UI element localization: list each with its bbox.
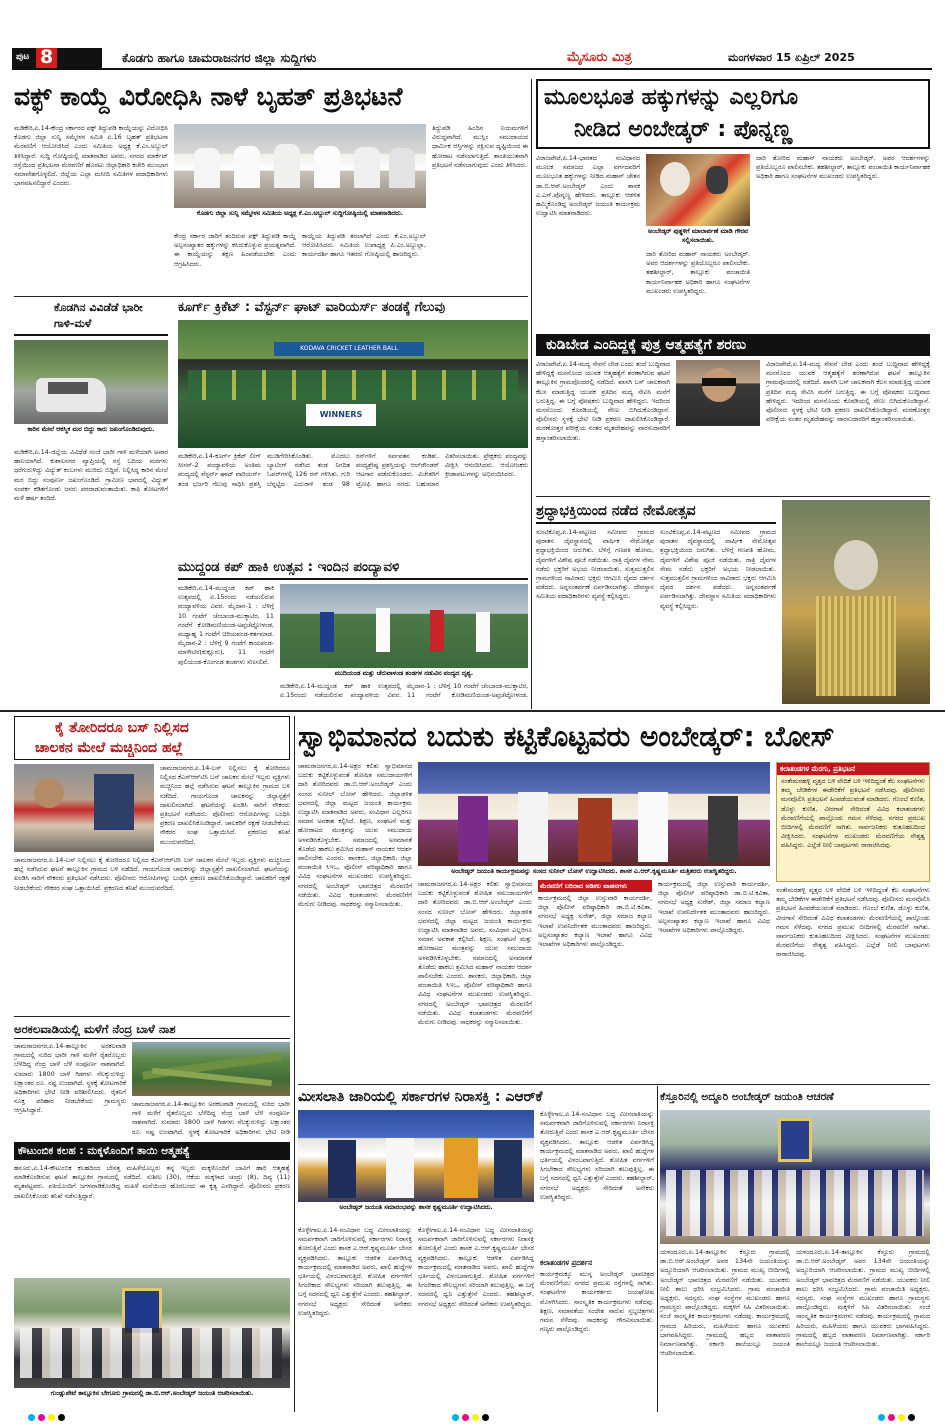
print-dot-yellow (472, 1414, 479, 1421)
photo-ark-inauguration (298, 1110, 534, 1202)
body-bose-col2: ಚಾಮರಾಜನಗರ,ಏ.14-ಅಕ್ಷರ ಕಲಿತು ಸ್ವಾಭಿಮಾನದ ಬದುಕು ಕಟ್ಟಿಕೊಳ್ಳುವಂತೆ ಶೋಷಿತ ಸಮುದಾಯಗಳಿಗೆ ದಾರಿ ತೋರಿದವರು ಡಾ.ಬಿ.ಆರ್.ಅಂಬೇಡ್ಕರ್ ಎಂದು ಸಂಸದ ಸುನೀಲ್ ಬೋಸ್ ಹೇಳಿದರು. ಜಿಲ್ಲಾಡಳಿತ ಭವನದಲ್ಲಿ ಜಿಲ್ಲಾ ಮಟ್ಟದ ಜಯಂತಿ ಕಾರ್ಯಕ್ರಮ ಉದ್ಘಾಟಿಸಿ ಮಾತನಾಡಿದ ಅವರು, ಸಂವಿಧಾನ ಎಲ್ಲರಿಗೂ ಸಮಾನ ಅವಕಾಶ ಕಲ್ಪಿಸಿದೆ. ಶಿಕ್ಷಣ, ಸಂಘಟನೆ ಮತ್ತು ಹೋರಾಟದ ಮಂತ್ರವನ್ನು ಯುವ ಸಮುದಾಯ ಅಳವಡಿಸಿಕೊಳ್ಳಬೇಕು. ಸಮಾಜದಲ್ಲಿ ಅಸಮಾನತೆ ತೊಡೆದು ಹಾಕಲು ಶ್ರಮಿಸಿದ ಮಹಾನ್ ನಾಯಕರ ಆದರ್ಶ ಪಾಲಿಸಬೇಕು ಎಂದರು. ಶಾಸಕರು, ಜಿಲ್ಲಾಧಿಕಾರಿ, ಜಿಲ್ಲಾ ಪಂಚಾಯಿತಿ ಸಿಇಒ, ಪೊಲೀಸ್ ವರಿಷ್ಠಾಧಿಕಾರಿ ಹಾಗೂ ವಿವಿಧ ಸಂಘಟನೆಗಳ ಮುಖಂಡರು ಉಪಸ್ಥಿತರಿದ್ದರು. ನಗರದಲ್ಲಿ ಅಂಬೇಡ್ಕರ್ ಭಾವಚಿತ್ರದ ಮೆರವಣಿಗೆ ನಡೆಯಿತು. ವಿವಿಧ ಕಲಾತಂಡಗಳು ಮೆರವಣಿಗೆಗೆ ಮೆರುಗು ನೀಡಿದವು. ಸಾಧಕರನ್ನು ಸನ್ಮಾನಿಸಲಾಯಿತು. (418, 880, 532, 1027)
headline-bus-driver-line1: ಕೈ ತೋರಿದರೂ ಬಸ್ ನಿಲ್ಲಿಸದ (55, 720, 189, 736)
body-protest-continued: ಸಂತೇಮರಹಳ್ಳಿ ವೃತ್ತದ ಬಳಿ ವೇದಿಕೆ ಬಳಿ ಇಳಿದಿದ್ದಂತೆ ಕೆಲ ಸಂಘಟನೆಗಳು ತಮ್ಮ ಬೇಡಿಕೆಗಳ ಈಡೇರಿಕೆಗೆ ಪ್ರತಿಭಟನೆ ನಡೆಸಿದವು. ಪೊಲೀಸರು ಮನವೊಲಿಸಿ ಪ್ರತಿಭಟನೆ ಹಿಂಪಡೆಯುವಂತೆ ಮಾಡಿದರು. ಗೊಂಬೆ ಕುಣಿತ, ಡೊಳ್ಳು ಕುಣಿತ, ವೀರಗಾಸೆ ಸೇರಿದಂತೆ ವಿವಿಧ ಕಲಾತಂಡಗಳು ಮೆರವಣಿಗೆಯಲ್ಲಿ ಪಾಲ್ಗೊಂಡು ಗಮನ ಸೆಳೆದವು. ನಗರದ ಪ್ರಮುಖ ಬೀದಿಗಳಲ್ಲಿ ಮೆರವಣಿಗೆ ಸಾಗಿತು. ಸಾರ್ವಜನಿಕರು ಕುತೂಹಲದಿಂದ ವೀಕ್ಷಿಸಿದರು. ಸಂಘಟನೆಗಳ ಮುಖಂಡರು ಮೆರವಣಿಗೆಯ ನೇತೃತ್ವ ವಹಿಸಿದ್ದರು. ಎಲ್ಲೆಡೆ ನೀಲಿ ಬಾವುಟಗಳು ರಾರಾಜಿಸಿದವು. (776, 886, 930, 959)
box-cultural-title: ಕಲಾತಂಡಗಳ ಮೆರಗು, ಪ್ರತಿಭಟನೆ (780, 765, 856, 773)
winners-board: WINNERS (306, 404, 376, 426)
body-waqf-col4: ತಿದ್ದುಪಡಿ ಹಿಂದಿನ ನಿಯಮಗಳಿಗೆ ವಿರುದ್ಧವಾಗಿದೆ. ಮುಸ್ಲಿಂ ಸಮುದಾಯದ ಧಾರ್ಮಿಕ ಆಸ್ತಿಗಳನ್ನು ರಕ್ಷಿಸುವ ದೃಷ್ಟಿಯಿಂದ ಈ ಹೋರಾಟ ನಡೆಸಲಾಗುತ್ತಿದೆ. ಶಾಂತಿಯುತವಾಗಿ ಪ್ರತಿಭಟನೆ ನಡೆಸಲಾಗುವುದು ಎಂದು ತಿಳಿಸಿದರು. (432, 124, 528, 169)
body-nemotsava-1: ಸುಂಟಿಕೊಪ್ಪ,ಏ.14-ಪಟ್ಟಣದ ಸಮೀಪದ ಗ್ರಾಮದ ಪುರಾತನ ದೈವಸ್ಥಾನದಲ್ಲಿ ವಾರ್ಷಿಕ ನೇಮೋತ್ಸವ ಶ್ರದ್ಧಾಭಕ್ತಿಯಿಂದ ಜರುಗಿತು. ಬೆಳಿಗ್ಗೆ ಗಣಪತಿ ಹೋಮ, ದೈವಗಳಿಗೆ ವಿಶೇಷ ಪೂಜೆ ನಡೆಯಿತು. ರಾತ್ರಿ ದೈವಗಳ ನೇಮ ನಡೆದು ಭಕ್ತರಿಗೆ ಅಭಯ ನೀಡಲಾಯಿತು. ಸುತ್ತಮುತ್ತಲಿನ ಗ್ರಾಮಗಳಿಂದ ಸಾವಿರಾರು ಭಕ್ತರು ಆಗಮಿಸಿ ದೈವದ ದರ್ಶನ ಪಡೆದರು. ಅನ್ನಸಂತರ್ಪಣೆ ಏರ್ಪಡಿಸಲಾಗಿತ್ತು. ದೇವಸ್ಥಾನ ಸಮಿತಿಯ ಪದಾಧಿಕಾರಿಗಳು ವ್ಯವಸ್ಥೆ ಕಲ್ಪಿಸಿದ್ದರು. (536, 528, 654, 601)
body-family-suicide: ಹನೂರು,ಏ.14-ಕೌಟುಂಬಿಕ ಕಲಹದಿಂದ ಬೇಸತ್ತ ಮಹಿಳೆಯೊಬ್ಬರು ತನ್ನ ಇಬ್ಬರು ಮಕ್ಕಳೊಂದಿಗೆ ಬಾವಿಗೆ ಹಾರಿ ಆತ್ಮಹತ್ಯೆ ಮಾಡಿಕೊಂಡಿರುವ ಘಟನೆ ತಾಲ್ಲೂಕಿನ ಗ್ರಾಮದಲ್ಲಿ ನಡೆದಿದೆ. ಸುಶೀಲ (30), ಆಕೆಯ ಮಕ್ಕಳಾದ ಚಂದ್ರು (8), ದಿವ್ಯ (11) ಮೃತಪಟ್ಟವರು. ಪತಿಯೊಂದಿಗೆ ಜಗಳವಾಡಿಕೊಂಡಿದ್ದ ಮಹಿಳೆ ಮನೆಯಿಂದ ಹೊರಬಂದು ಈ ಕೃತ್ಯ ಎಸಗಿದ್ದಾರೆ. ಪೊಲೀಸರು ಪ್ರಕರಣ ದಾಖಲಿಸಿಕೊಂಡು ತನಿಖೆ ನಡೆಸುತ್ತಿದ್ದಾರೆ. (14, 1164, 290, 1200)
divider (14, 296, 528, 297)
divider (298, 1084, 930, 1085)
photo-hockey-match (280, 584, 528, 668)
print-dot-cyan (878, 1414, 885, 1421)
photo-banana-plantation (132, 1042, 290, 1096)
photo-bose-lamp-lighting (418, 762, 770, 866)
print-dot-cyan (28, 1414, 35, 1421)
print-dot-black (58, 1414, 65, 1421)
body-bose-col4: ಕಾರ್ಯಕ್ರಮದಲ್ಲಿ ಜಿಲ್ಲಾ ಉಸ್ತುವಾರಿ ಕಾರ್ಯದರ್ಶಿ, ಜಿಲ್ಲಾ ಪೊಲೀಸ್ ವರಿಷ್ಠಾಧಿಕಾರಿ ಡಾ.ಬಿ.ಟಿ.ಕವಿತಾ, ನಗರಸಭೆ ಅಧ್ಯಕ್ಷ ಸುರೇಶ್, ಜಿಲ್ಲಾ ಸಮಾಜ ಕಲ್ಯಾಣ ಇಲಾಖೆ ಉಪನಿರ್ದೇಶಕ ಮುಂತಾದವರು ಹಾಜರಿದ್ದರು. ಅಲ್ಪಸಂಖ್ಯಾತರ ಕಲ್ಯಾಣ ಇಲಾಖೆ ಹಾಗೂ ವಿವಿಧ ಇಲಾಖೆಗಳ ಅಧಿಕಾರಿಗಳು ಪಾಲ್ಗೊಂಡಿದ್ದರು. (658, 880, 770, 935)
body-hockey: ಮಡಿಕೇರಿ,ಏ.14-ಮುದ್ದಂಡ ಕಪ್ ಹಾಕಿ ಉತ್ಸವದಲ್ಲಿ ಏ.15ರಂದು ನಡೆಯಲಿರುವ ಪಂದ್ಯಾವಳಿಯ ವಿವರ. ಮೈದಾನ-1 : ಬೆಳಿಗ್ಗೆ 10 ಗಂಟೆಗೆ ಚೆಂಬಾಂಡ-ಮುಕ್ಕಾಟಿರ, 11 ಗಂಟೆಗೆ ಕೋಡಿಮಣಿಯಂಡ-ಅಪ್ಪಚೆಟ್ಟೋಳಂಡ, ಮಧ್ಯಾಹ್ನ 1 ಗಂಟೆಗೆ ಚಿರಿಯಪಂಡ-ಕರ್ತಮಾಡ. ಮೈದಾನ-2 : ಬೆಳಿಗ್ಗೆ 9 ಗಂಟೆಗೆ ಕಾಯಪಂಡ-ಮಾಳೇಟಿರ(ಕುಕ್ಲೂರು), 11 ಗಂಟೆಗೆ ಪುಲಿಯಂಡ-ಕೊಂಗಂಡ ತಂಡಗಳು ಸೆಣಸಲಿವೆ. (178, 584, 274, 666)
body-ponnanna-2: ದಾರಿ ತೋರಿದ ಮಹಾನ್ ನಾಯಕರು ಅಂಬೇಡ್ಕರ್. ಅವರ ಆದರ್ಶಗಳನ್ನು ಪ್ರತಿಯೊಬ್ಬರೂ ಪಾಲಿಸಬೇಕು. ತಹಶೀಲ್ದಾರ್, ತಾಲ್ಲೂಕು ಪಂಚಾಯಿತಿ ಕಾರ್ಯನಿರ್ವಾಹಕ ಅಧಿಕಾರಿ ಹಾಗೂ ಸಂಘಟನೆಗಳ ಮುಖಂಡರು ಉಪಸ್ಥಿತರಿದ್ದರು. (646, 250, 750, 295)
headline-rain: ಕೊಡಗಿನ ವಿವಿಡೆಡೆ ಭಾರೀ ಗಾಳಿ-ಮಳೆ (54, 301, 143, 330)
box-cultural-protest (776, 762, 930, 882)
column-divider (657, 1086, 658, 1412)
masthead-logo: ಮೈಸೂರು ಮಿತ್ರ (567, 50, 632, 65)
photo-cricket-winners (178, 320, 528, 448)
subhead-cultural-performance: ಕಲಾತಂಡಗಳ ಪ್ರದರ್ಶನ (540, 1259, 593, 1267)
headline-hockey-cup: ಮುದ್ದಂಡ ಕಪ್ ಹಾಕಿ ಉತ್ಸವ : ಇಂದಿನ ಪಂದ್ಯಾವಳಿ (178, 556, 528, 580)
body-ponnanna-3: ದಾರಿ ತೋರಿದ ಮಹಾನ್ ನಾಯಕರು ಅಂಬೇಡ್ಕರ್. ಅವರ ಆದರ್ಶಗಳನ್ನು ಪ್ರತಿಯೊಬ್ಬರೂ ಪಾಲಿಸಬೇಕು. ತಹಶೀಲ್ದಾರ್, ತಾಲ್ಲೂಕು ಪಂಚಾಯಿತಿ ಕಾರ್ಯನಿರ್ವಾಹಕ ಅಧಿಕಾರಿ ಹಾಗೂ ಸಂಘಟನೆಗಳ ಮುಖಂಡರು ಉಪಸ್ಥಿತರಿದ್ದರು. (756, 154, 930, 181)
headline-box-rain (14, 300, 168, 336)
photo-injured-driver (14, 764, 154, 852)
headline-banana-loss: ಅರಕಲವಾಡಿಯಲ್ಲಿ ಮಳೆಗೆ ನೆಂದ್ರ ಬಾಳೆ ನಾಶ (14, 1020, 290, 1039)
photo-car-tree-fall (14, 340, 168, 424)
photo-theyyam-dancer (782, 500, 930, 704)
body-rain: ಮಡಿಕೇರಿ,ಏ.14-ಜಿಲ್ಲೆಯ ವಿವಿಧೆಡೆ ಸಂಜೆ ಭಾರೀ ಗಾಳಿ ಮಳೆಯಾಗಿ ಅಪಾರ ಹಾನಿಯಾಗಿದೆ. ಕುಶಾಲನಗರ ವ್ಯಾಪ್ತಿಯಲ್ಲಿ ರಸ್ತೆ ಬದಿಯ ಮರಗಳು ಧರೆಗುರುಳಿದ್ದು ವಿದ್ಯುತ್ ಕಂಬಗಳು ಮುರಿದು ಬಿದ್ದಿವೆ. ನಿಲ್ಲಿಸಿದ್ದ ಕಾರಿನ ಮೇಲೆ ಮರ ಬಿದ್ದು ಸಂಪೂರ್ಣ ಜಖಂಗೊಂಡಿದೆ. ಗ್ರಾಮೀಣ ಭಾಗದಲ್ಲಿ ವಿದ್ಯುತ್ ಸಂಪರ್ಕ ಕಡಿತಗೊಂಡು ಜನರು ಪರದಾಡುವಂತಾಯಿತು. ಕಾಫಿ ತೋಟಗಳಿಗೆ ಮಳೆ ಹರ್ಷ ತಂದಿದೆ. (14, 448, 168, 503)
print-dot-yellow (898, 1414, 905, 1421)
box-rally-vehicles (538, 880, 652, 892)
print-dot-black (908, 1414, 915, 1421)
body-banana-1: ಚಾಮರಾಜನಗರ,ಏ.14-ತಾಲ್ಲೂಕಿನ ಅರಕಲವಾಡಿ ಗ್ರಾಮದಲ್ಲಿ ಸುರಿದ ಭಾರೀ ಗಾಳಿ ಮಳೆಗೆ ರೈತರೊಬ್ಬರು ಬೆಳೆದಿದ್ದ ನೆಂದ್ರ ಬಾಳೆ ಬೆಳೆ ಸಂಪೂರ್ಣ ನಾಶವಾಗಿದೆ. ಸುಮಾರು 1800 ಬಾಳೆ ಗಿಡಗಳು ನೆಲಕ್ಕುರುಳಿದ್ದು ಲಕ್ಷಾಂತರ ರೂ. ನಷ್ಟ ಉಂಟಾಗಿದೆ. ಸ್ಥಳಕ್ಕೆ ತೋಟಗಾರಿಕೆ ಅಧಿಕಾರಿಗಳು ಭೇಟಿ ನೀಡಿ ಪರಿಶೀಲಿಸಿದರು. ರೈತನಿಗೆ ಸೂಕ್ತ ಪರಿಹಾರ ನೀಡಬೇಕೆಂದು ಗ್ರಾಮಸ್ಥರು ಆಗ್ರಹಿಸಿದ್ದಾರೆ. (14, 1042, 126, 1115)
body-bus-driver-2: ಚಾಮರಾಜನಗರ,ಏ.14-ಬಸ್ ನಿಲ್ಲಿಸಲು ಕೈ ತೋರಿದರೂ ನಿಲ್ಲಿಸದ ಕೆಎಸ್ಆರ್‌ಟಿಸಿ ಬಸ್ ಚಾಲಕನ ಮೇಲೆ ಇಬ್ಬರು ವ್ಯಕ್ತಿಗಳು ಮಚ್ಚಿನಿಂದ ಹಲ್ಲೆ ನಡೆಸಿರುವ ಘಟನೆ ತಾಲ್ಲೂಕಿನ ಗ್ರಾಮದ ಬಳಿ ನಡೆದಿದೆ. ಗಾಯಗೊಂಡ ಚಾಲಕನನ್ನು ಜಿಲ್ಲಾಸ್ಪತ್ರೆಗೆ ದಾಖಲಿಸಲಾಗಿದೆ. ಘಟನೆಯನ್ನು ಖಂಡಿಸಿ ಸಾರಿಗೆ ನೌಕರರು ಪ್ರತಿಭಟನೆ ನಡೆಸಿದರು. ಪೊಲೀಸರು ಆರೋಪಿಗಳನ್ನು ಬಂಧಿಸಿ ಪ್ರಕರಣ ದಾಖಲಿಸಿಕೊಂಡಿದ್ದಾರೆ. ಚಾಲಕರಿಗೆ ರಕ್ಷಣೆ ನೀಡಬೇಕೆಂದು ನೌಕರರ ಸಂಘ ಒತ್ತಾಯಿಸಿದೆ. ಪ್ರಕರಣದ ತನಿಖೆ ಮುಂದುವರೆದಿದೆ. (14, 856, 290, 892)
caption-waqf-photo: ಕೊಡಗು ಜಿಲ್ಲಾ ಸುನ್ನಿ ಸಮ್ಮೇಳನ ಸಮಿತಿಯ ಅಧ್ಯಕ್ಷ ಕೆ.ಎಂ.ಅಬ್ದುಲ್ ಸುದ್ದಿಗೋಷ್ಠಿಯಲ್ಲಿ ಮಾತನಾಡಿದರು. (196, 210, 404, 217)
headline-ponnanna-line1: ಮೂಲಭೂತ ಹಕ್ಕುಗಳನ್ನು ಎಲ್ಲರಿಗೂ (544, 85, 799, 110)
headline-reservation-ark: ಮೀಸಲಾತಿ ಜಾರಿಯಲ್ಲಿ ಸರ್ಕಾರಗಳ ನಿರಾಸಕ್ತಿ : ಎಆರ್‌ಕೆ (298, 1089, 543, 1105)
print-dot-magenta (462, 1414, 469, 1421)
column-divider (294, 716, 295, 1412)
print-dot-yellow (48, 1414, 55, 1421)
print-dot-black (482, 1414, 489, 1421)
caption-beguru-photo: ಗುಂಡ್ಲುಪೇಟೆ ತಾಲ್ಲೂಕಿನ ಬೇಗೂರು ಗ್ರಾಮದಲ್ಲಿ ಡಾ.ಬಿ.ಆರ್.ಅಂಬೇಡ್ಕರ್ ಜಯಂತಿ ಆಚರಿಸಲಾಯಿತು. (50, 1390, 254, 1397)
caption-hockey-photo: ಮುದಿಯಂಡ ಮತ್ತು ಚೆರುವಾಳಂಡ ತಂಡಗಳ ನಡುವಿನ ಪಂದ್ಯದ ದೃಶ್ಯ. (334, 670, 474, 677)
body-bose-col3: ಕಾರ್ಯಕ್ರಮದಲ್ಲಿ ಜಿಲ್ಲಾ ಉಸ್ತುವಾರಿ ಕಾರ್ಯದರ್ಶಿ, ಜಿಲ್ಲಾ ಪೊಲೀಸ್ ವರಿಷ್ಠಾಧಿಕಾರಿ ಡಾ.ಬಿ.ಟಿ.ಕವಿತಾ, ನಗರಸಭೆ ಅಧ್ಯಕ್ಷ ಸುರೇಶ್, ಜಿಲ್ಲಾ ಸಮಾಜ ಕಲ್ಯಾಣ ಇಲಾಖೆ ಉಪನಿರ್ದೇಶಕ ಮುಂತಾದವರು ಹಾಜರಿದ್ದರು. ಅಲ್ಪಸಂಖ್ಯಾತರ ಕಲ್ಯಾಣ ಇಲಾಖೆ ಹಾಗೂ ವಿವಿಧ ಇಲಾಖೆಗಳ ಅಧಿಕಾರಿಗಳು ಪಾಲ್ಗೊಂಡಿದ್ದರು. (538, 894, 652, 949)
page-label: ಪುಟ (16, 52, 30, 62)
fold-divider (0, 710, 945, 712)
body-suicide-1: ವಿರಾಜಪೇಟೆ,ಏ.14-ಮದ್ಯ ಸೇವನೆ ಬೇಡ ಎಂದು ತಂದೆ ಬುದ್ಧಿವಾದ ಹೇಳಿದ್ದಕ್ಕೆ ಮನನೊಂದ ಯುವಕ ಆತ್ಮಹತ್ಯೆಗೆ ಶರಣಾಗಿರುವ ಘಟನೆ ತಾಲ್ಲೂಕಿನ ಗ್ರಾಮವೊಂದರಲ್ಲಿ ನಡೆದಿದೆ. ಖಾಸಗಿ ಬಸ್ ಚಾಲಕನಾಗಿ ಕೆಲಸ ಮಾಡುತ್ತಿದ್ದ ಯುವಕ ಪ್ರತಿದಿನ ಮದ್ಯ ಸೇವಿಸಿ ಮನೆಗೆ ಬರುತ್ತಿದ್ದ. ಈ ಬಗ್ಗೆ ಪೋಷಕರು ಬುದ್ಧಿವಾದ ಹೇಳಿದ್ದರು. ಇದರಿಂದ ಮನನೊಂದು ಕೊಠಡಿಯಲ್ಲಿ ನೇಣು ಬಿಗಿದುಕೊಂಡಿದ್ದಾನೆ. ಪೊಲೀಸರು ಸ್ಥಳಕ್ಕೆ ಭೇಟಿ ನೀಡಿ ಪ್ರಕರಣ ದಾಖಲಿಸಿಕೊಂಡಿದ್ದಾರೆ. ಮರಣೋತ್ತರ ಪರೀಕ್ಷೆಯ ನಂತರ ಮೃತದೇಹವನ್ನು ವಾರಸುದಾರರಿಗೆ ಹಸ್ತಾಂತರಿಸಲಾಯಿತು. (536, 360, 670, 442)
headline-ambedkar-bose: ಸ್ವಾಭಿಮಾನದ ಬದುಕು ಕಟ್ಟಿಕೊಟ್ಟವರು ಅಂಬೇಡ್ಕರ್: ಬೋಸ್ (298, 720, 835, 753)
body-waqf-col2: ಕೇಂದ್ರ ಸರ್ಕಾರ ಜಾರಿಗೆ ತಂದಿರುವ ವಕ್ಫ್ ತಿದ್ದುಪಡಿ ಕಾಯ್ದೆ ಅಲ್ಪಸಂಖ್ಯಾತರ ಹಕ್ಕುಗಳನ್ನು ಕಸಿದುಕೊಳ್ಳುವ ಪ್ರಯತ್ನವಾಗಿದೆ. ಈ ಕಾಯ್ದೆಯನ್ನು ತಕ್ಷಣ ಹಿಂಪಡೆಯಬೇಕು ಎಂದು ಆಗ್ರಹಿಸಿದರು. (174, 232, 296, 268)
body-ark-col1: ಕೊಳ್ಳೇಗಾಲ,ಏ.14-ಸಂವಿಧಾನ ಬದ್ಧ ಮೀಸಲಾತಿಯನ್ನು ಸಮರ್ಪಕವಾಗಿ ಜಾರಿಗೊಳಿಸುವಲ್ಲಿ ಸರ್ಕಾರಗಳು ನಿರಾಸಕ್ತಿ ತೋರುತ್ತಿವೆ ಎಂದು ಶಾಸಕ ಎ.ಆರ್.ಕೃಷ್ಣಮೂರ್ತಿ ಬೇಸರ ವ್ಯಕ್ತಪಡಿಸಿದರು. ತಾಲ್ಲೂಕು ಆಡಳಿತ ಏರ್ಪಡಿಸಿದ್ದ ಕಾರ್ಯಕ್ರಮದಲ್ಲಿ ಮಾತನಾಡಿದ ಅವರು, ಖಾಲಿ ಹುದ್ದೆಗಳ ಭರ್ತಿಯಲ್ಲಿ ವಿಳಂಬವಾಗುತ್ತಿದೆ. ಶೋಷಿತ ವರ್ಗಗಳಿಗೆ ಸಿಗಬೇಕಾದ ಸೌಲಭ್ಯಗಳು ಸರಿಯಾಗಿ ತಲುಪುತ್ತಿಲ್ಲ. ಈ ಬಗ್ಗೆ ಸದನದಲ್ಲಿ ಧ್ವನಿ ಎತ್ತುತ್ತೇನೆ ಎಂದರು. ತಹಶೀಲ್ದಾರ್, ನಗರಸಭೆ ಅಧ್ಯಕ್ಷರು ಸೇರಿದಂತೆ ಅನೇಕರು ಉಪಸ್ಥಿತರಿದ್ದರು. (298, 1226, 412, 1317)
caption-bose-photo: ಅಂಬೇಡ್ಕರ್ ಜಯಂತಿ ಕಾರ್ಯಕ್ರಮವನ್ನು ಸಂಸದ ಸುನೀಲ್ ಬೋಸ್ ಉದ್ಘಾಟಿಸಿದರು. ಶಾಸಕ ಎ.ಆರ್.ಕೃಷ್ಣಮೂರ್ತಿ ಮತ್ತಿತರರು ಉಪಸ್ಥಿತರಿದ್ದರು. (451, 868, 737, 875)
print-dot-magenta (888, 1414, 895, 1421)
caption-car-photo: ಕಾರಿನ ಮೇಲೆ ಆಕಸ್ಮಿಕ ಮರ ಬಿದ್ದು ಕಾರು ಜಖಂಗೊಂಡಿರುವುದು. (27, 426, 155, 433)
body-banana-2: ಚಾಮರಾಜನಗರ,ಏ.14-ತಾಲ್ಲೂಕಿನ ಅರಕಲವಾಡಿ ಗ್ರಾಮದಲ್ಲಿ ಸುರಿದ ಭಾರೀ ಗಾಳಿ ಮಳೆಗೆ ರೈತರೊಬ್ಬರು ಬೆಳೆದಿದ್ದ ನೆಂದ್ರ ಬಾಳೆ ಬೆಳೆ ಸಂಪೂರ್ಣ ನಾಶವಾಗಿದೆ. ಸುಮಾರು 1800 ಬಾಳೆ ಗಿಡಗಳು ನೆಲಕ್ಕುರುಳಿದ್ದು ಲಕ್ಷಾಂತರ ರೂ. ನಷ್ಟ ಉಂಟಾಗಿದೆ. ಸ್ಥಳಕ್ಕೆ ತೋಟಗಾರಿಕೆ ಅಧಿಕಾರಿಗಳು ಭೇಟಿ ನೀಡಿ (132, 1100, 290, 1136)
page-number: 8 (36, 48, 57, 68)
headline-bus-driver-line2: ಚಾಲಕನ ಮೇಲೆ ಮಚ್ಚಿನಿಂದ ಹಲ್ಲೆ (35, 740, 183, 756)
caption-ark-photo: ಅಂಬೇಡ್ಕರ್ ಜಯಂತಿ ಸಮಾರಂಭವನ್ನು ಶಾಸಕ ಕೃಷ್ಣಮೂರ್ತಿ ಉದ್ಘಾಟಿಸಿದರು. (339, 1204, 493, 1211)
body-kesthur-col1: ಯಳಂದೂರು,ಏ.14-ತಾಲ್ಲೂಕಿನ ಕೆಸ್ತೂರು ಗ್ರಾಮದಲ್ಲಿ ಡಾ.ಬಿ.ಆರ್.ಅಂಬೇಡ್ಕರ್ ಅವರ 134ನೇ ಜಯಂತಿಯನ್ನು ಅದ್ದೂರಿಯಾಗಿ ಆಚರಿಸಲಾಯಿತು. ಗ್ರಾಮದ ಮುಖ್ಯ ಬೀದಿಗಳಲ್ಲಿ ಅಂಬೇಡ್ಕರ್ ಭಾವಚಿತ್ರದ ಮೆರವಣಿಗೆ ನಡೆಯಿತು. ಯುವಕರು ನೀಲಿ ಶಾಲು ಧರಿಸಿ ಸಂಭ್ರಮಿಸಿದರು. ಗ್ರಾಮ ಪಂಚಾಯಿತಿ ಅಧ್ಯಕ್ಷರು, ಸದಸ್ಯರು, ಸಂಘ ಸಂಸ್ಥೆಗಳ ಮುಖಂಡರು ಹಾಗೂ ಗ್ರಾಮಸ್ಥರು ಪಾಲ್ಗೊಂಡಿದ್ದರು. ಮಕ್ಕಳಿಗೆ ಸಿಹಿ ವಿತರಿಸಲಾಯಿತು. ಸಂಜೆ ಸಾಂಸ್ಕೃತಿಕ ಕಾರ್ಯಕ್ರಮಗಳು ನಡೆದವು. ಕಾರ್ಯಕ್ರಮದಲ್ಲಿ ಗ್ರಾಮದ ಹಿರಿಯರು, ಮಹಿಳೆಯರು ಹಾಗೂ ಯುವಕರು ಭಾಗವಹಿಸಿದ್ದರು. ಗ್ರಾಮದಲ್ಲಿ ಹಬ್ಬದ ವಾತಾವರಣ ನಿರ್ಮಾಣವಾಗಿತ್ತು. ಸರ್ಕಾರಿ ಶಾಲೆಯಲ್ಲೂ ಜಯಂತಿ ಆಚರಿಸಲಾಯಿತು. (660, 1248, 790, 1358)
headline-family-suicide: ಕೌಟುಂಬಿಕ ಕಲಹ : ಮಕ್ಕಳೊಂದಿಗೆ ತಾಯಿ ಆತ್ಮಹತ್ಯೆ (14, 1142, 290, 1160)
photo-suicide-youth (676, 360, 760, 426)
page-header (12, 48, 932, 70)
body-bose-col1: ಚಾಮರಾಜನಗರ,ಏ.14-ಅಕ್ಷರ ಕಲಿತು ಸ್ವಾಭಿಮಾನದ ಬದುಕು ಕಟ್ಟಿಕೊಳ್ಳುವಂತೆ ಶೋಷಿತ ಸಮುದಾಯಗಳಿಗೆ ದಾರಿ ತೋರಿದವರು ಡಾ.ಬಿ.ಆರ್.ಅಂಬೇಡ್ಕರ್ ಎಂದು ಸಂಸದ ಸುನೀಲ್ ಬೋಸ್ ಹೇಳಿದರು. ಜಿಲ್ಲಾಡಳಿತ ಭವನದಲ್ಲಿ ಜಿಲ್ಲಾ ಮಟ್ಟದ ಜಯಂತಿ ಕಾರ್ಯಕ್ರಮ ಉದ್ಘಾಟಿಸಿ ಮಾತನಾಡಿದ ಅವರು, ಸಂವಿಧಾನ ಎಲ್ಲರಿಗೂ ಸಮಾನ ಅವಕಾಶ ಕಲ್ಪಿಸಿದೆ. ಶಿಕ್ಷಣ, ಸಂಘಟನೆ ಮತ್ತು ಹೋರಾಟದ ಮಂತ್ರವನ್ನು ಯುವ ಸಮುದಾಯ ಅಳವಡಿಸಿಕೊಳ್ಳಬೇಕು. ಸಮಾಜದಲ್ಲಿ ಅಸಮಾನತೆ ತೊಡೆದು ಹಾಕಲು ಶ್ರಮಿಸಿದ ಮಹಾನ್ ನಾಯಕರ ಆದರ್ಶ ಪಾಲಿಸಬೇಕು ಎಂದರು. ಶಾಸಕರು, ಜಿಲ್ಲಾಧಿಕಾರಿ, ಜಿಲ್ಲಾ ಪಂಚಾಯಿತಿ ಸಿಇಒ, ಪೊಲೀಸ್ ವರಿಷ್ಠಾಧಿಕಾರಿ ಹಾಗೂ ವಿವಿಧ ಸಂಘಟನೆಗಳ ಮುಖಂಡರು ಉಪಸ್ಥಿತರಿದ್ದರು. ನಗರದಲ್ಲಿ ಅಂಬೇಡ್ಕರ್ ಭಾವಚಿತ್ರದ ಮೆರವಣಿಗೆ ನಡೆಯಿತು. ವಿವಿಧ ಕಲಾತಂಡಗಳು ಮೆರವಣಿಗೆಗೆ ಮೆರುಗು ನೀಡಿದವು. ಸಾಧಕರನ್ನು ಸನ್ಮಾನಿಸಲಾಯಿತು. (298, 762, 412, 909)
caption-ponnanna-photo: ಅಂಬೇಡ್ಕರ್ ಪುತ್ಥಳಿಗೆ ಮಾಲಾರ್ಪಣೆ ಮಾಡಿ ಗೌರವ ಸಲ್ಲಿಸಲಾಯಿತು. (648, 228, 748, 244)
box-cultural-body: ಸಂತೇಮರಹಳ್ಳಿ ವೃತ್ತದ ಬಳಿ ವೇದಿಕೆ ಬಳಿ ಇಳಿದಿದ್ದಂತೆ ಕೆಲ ಸಂಘಟನೆಗಳು ತಮ್ಮ ಬೇಡಿಕೆಗಳ ಈಡೇರಿಕೆಗೆ ಪ್ರತಿಭಟನೆ ನಡೆಸಿದವು. ಪೊಲೀಸರು ಮನವೊಲಿಸಿ ಪ್ರತಿಭಟನೆ ಹಿಂಪಡೆಯುವಂತೆ ಮಾಡಿದರು. ಗೊಂಬೆ ಕುಣಿತ, ಡೊಳ್ಳು ಕುಣಿತ, ವೀರಗಾಸೆ ಸೇರಿದಂತೆ ವಿವಿಧ ಕಲಾತಂಡಗಳು ಮೆರವಣಿಗೆಯಲ್ಲಿ ಪಾಲ್ಗೊಂಡು ಗಮನ ಸೆಳೆದವು. ನಗರದ ಪ್ರಮುಖ ಬೀದಿಗಳಲ್ಲಿ ಮೆರವಣಿಗೆ ಸಾಗಿತು. ಸಾರ್ವಜನಿಕರು ಕುತೂಹಲದಿಂದ ವೀಕ್ಷಿಸಿದರು. ಸಂಘಟನೆಗಳ ಮುಖಂಡರು ಮೆರವಣಿಗೆಯ ನೇತೃತ್ವ ವಹಿಸಿದ್ದರು. ಎಲ್ಲೆಡೆ ನೀಲಿ ಬಾವುಟಗಳು ರಾರಾಜಿಸಿದವು. (781, 777, 925, 850)
banner-kodava-cricket: KODAVA CRICKET LEATHER BALL (274, 342, 424, 356)
body-waqf-col3: ಕಾಯ್ದೆಯ ತಿದ್ದುಪಡಿ ತರಲಾಗಿದೆ ಎಂದು ಕೆ.ಎಂ.ಅಬ್ದುಲ್ ಆರೋಪಿಸಿದರು. ಸಮಿತಿಯ ಉಪಾಧ್ಯಕ್ಷ ಪಿ.ಎಂ.ಅಬ್ದುಲ್ಲಾ, ಕಾರ್ಯದರ್ಶಿ ಹಾಗೂ ಇತರರು ಗೋಷ್ಠಿಯಲ್ಲಿ ಹಾಜರಿದ್ದರು. (302, 232, 426, 259)
body-ark-col4: ಕಾರ್ಯಕ್ರಮಕ್ಕೂ ಮುನ್ನ ಅಂಬೇಡ್ಕರ್ ಭಾವಚಿತ್ರದ ಮೆರವಣಿಗೆಯು ನಗರದ ಪ್ರಮುಖ ರಸ್ತೆಗಳಲ್ಲಿ ಸಾಗಿತು. ಸಂಘಟನೆಗಳ ಕಾರ್ಯಕರ್ತರು ಜಯಘೋಷ ಮೊಳಗಿಸಿದರು. ಸಾಂಸ್ಕೃತಿಕ ಕಾರ್ಯಕ್ರಮಗಳು ನಡೆದವು. ಶಿಕ್ಷಣ, ಸಮಾನತೆಯ ಸಂದೇಶ ಸಾರುವ ಸ್ತಬ್ಧಚಿತ್ರಗಳು ಗಮನ ಸೆಳೆದವು. ಸಾಧಕರನ್ನು ಗೌರವಿಸಲಾಯಿತು. ಗಣ್ಯರು ಪಾಲ್ಗೊಂಡಿದ್ದರು. (540, 1270, 654, 1334)
photo-ponnanna-garland (646, 154, 750, 226)
headline-box-ponnanna (536, 79, 930, 149)
issue-date: ಮಂಗಳವಾರ 15 ಏಪ್ರಿಲ್ 2025 (728, 51, 855, 64)
body-bus-driver-1: ಚಾಮರಾಜನಗರ,ಏ.14-ಬಸ್ ನಿಲ್ಲಿಸಲು ಕೈ ತೋರಿದರೂ ನಿಲ್ಲಿಸದ ಕೆಎಸ್ಆರ್‌ಟಿಸಿ ಬಸ್ ಚಾಲಕನ ಮೇಲೆ ಇಬ್ಬರು ವ್ಯಕ್ತಿಗಳು ಮಚ್ಚಿನಿಂದ ಹಲ್ಲೆ ನಡೆಸಿರುವ ಘಟನೆ ತಾಲ್ಲೂಕಿನ ಗ್ರಾಮದ ಬಳಿ ನಡೆದಿದೆ. ಗಾಯಗೊಂಡ ಚಾಲಕನನ್ನು ಜಿಲ್ಲಾಸ್ಪತ್ರೆಗೆ ದಾಖಲಿಸಲಾಗಿದೆ. ಘಟನೆಯನ್ನು ಖಂಡಿಸಿ ಸಾರಿಗೆ ನೌಕರರು ಪ್ರತಿಭಟನೆ ನಡೆಸಿದರು. ಪೊಲೀಸರು ಆರೋಪಿಗಳನ್ನು ಬಂಧಿಸಿ ಪ್ರಕರಣ ದಾಖಲಿಸಿಕೊಂಡಿದ್ದಾರೆ. ಚಾಲಕರಿಗೆ ರಕ್ಷಣೆ ನೀಡಬೇಕೆಂದು ನೌಕರರ ಸಂಘ ಒತ್ತಾಯಿಸಿದೆ. ಪ್ರಕರಣದ ತನಿಖೆ ಮುಂದುವರೆದಿದೆ. (160, 764, 290, 846)
headline-nemotsava: ಶ್ರದ್ಧಾಭಕ್ತಿಯಿಂದ ನಡೆದ ನೇಮೋತ್ಸವ (536, 500, 776, 524)
body-cricket: ಮಡಿಕೇರಿ,ಏ.14-ಕೂರ್ಗ್ ಕ್ರಿಕೆಟ್ ಲೀಗ್ ಸೀಸನ್-2 ಪಂದ್ಯಾವಳಿಯ ಅಂತಿಮ ಪಂದ್ಯದಲ್ಲಿ ವೆಸ್ಟರ್ನ್ ಘಾಟ್ ವಾರಿಯರ್ಸ್ ತಂಡ ಭರ್ಜರಿ ಗೆಲುವು ಸಾಧಿಸಿ ಪ್ರಶಸ್ತಿ ಮುಡಿಗೇರಿಸಿಕೊಂಡಿತು. ಮೊದಲು ಬ್ಯಾಟಿಂಗ್ ನಡೆಸಿದ ತಂಡ ನಿಗದಿತ ಓವರ್‌ಗಳಲ್ಲಿ 126 ರನ್ ಗಳಿಸಿತು. ಗುರಿ ಬೆನ್ನಟ್ಟಿದ ಎದುರಾಳಿ ತಂಡ 98 ರನ್‌ಗಳಿಗೆ ಸರ್ವಪತನ ಕಂಡಿತು. ಪಂದ್ಯಶ್ರೇಷ್ಠ ಪ್ರಶಸ್ತಿಯನ್ನು ಆಲ್‌ರೌಂಡರ್ ಆಟಗಾರ ಪಡೆದುಕೊಂಡರು. ವಿಜೇತರಿಗೆ ಟ್ರೋಫಿ ಹಾಗೂ ನಗದು ಬಹುಮಾನ ವಿತರಿಸಲಾಯಿತು. ಪ್ರೇಕ್ಷಕರು ಪಂದ್ಯವನ್ನು ವೀಕ್ಷಿಸಿ ಆನಂದಿಸಿದರು. ಆಯೋಜಕರು ಕ್ರೀಡಾಪಟುಗಳನ್ನು ಅಭಿನಂದಿಸಿದರು. (178, 452, 528, 488)
body-hockey-2: ಮಡಿಕೇರಿ,ಏ.14-ಮುದ್ದಂಡ ಕಪ್ ಹಾಕಿ ಉತ್ಸವದಲ್ಲಿ ಏ.15ರಂದು ನಡೆಯಲಿರುವ ಪಂದ್ಯಾವಳಿಯ ವಿವರ. ಮೈದಾನ-1 : ಬೆಳಿಗ್ಗೆ 10 ಗಂಟೆಗೆ ಚೆಂಬಾಂಡ-ಮುಕ್ಕಾಟಿರ, 11 ಗಂಟೆಗೆ ಕೋಡಿಮಣಿಯಂಡ-ಅಪ್ಪಚೆಟ್ಟೋಳಂಡ, (280, 682, 528, 700)
section-title: ಕೊಡಗು ಹಾಗೂ ಚಾಮರಾಜನಗರ ಜಿಲ್ಲಾ ಸುದ್ದಿಗಳು (122, 51, 317, 65)
body-nemotsava-2: ಸುಂಟಿಕೊಪ್ಪ,ಏ.14-ಪಟ್ಟಣದ ಸಮೀಪದ ಗ್ರಾಮದ ಪುರಾತನ ದೈವಸ್ಥಾನದಲ್ಲಿ ವಾರ್ಷಿಕ ನೇಮೋತ್ಸವ ಶ್ರದ್ಧಾಭಕ್ತಿಯಿಂದ ಜರುಗಿತು. ಬೆಳಿಗ್ಗೆ ಗಣಪತಿ ಹೋಮ, ದೈವಗಳಿಗೆ ವಿಶೇಷ ಪೂಜೆ ನಡೆಯಿತು. ರಾತ್ರಿ ದೈವಗಳ ನೇಮ ನಡೆದು ಭಕ್ತರಿಗೆ ಅಭಯ ನೀಡಲಾಯಿತು. ಸುತ್ತಮುತ್ತಲಿನ ಗ್ರಾಮಗಳಿಂದ ಸಾವಿರಾರು ಭಕ್ತರು ಆಗಮಿಸಿ ದೈವದ ದರ್ಶನ ಪಡೆದರು. ಅನ್ನಸಂತರ್ಪಣೆ ಏರ್ಪಡಿಸಲಾಗಿತ್ತು. ದೇವಸ್ಥಾನ ಸಮಿತಿಯ ಪದಾಧಿಕಾರಿಗಳು ವ್ಯವಸ್ಥೆ ಕಲ್ಪಿಸಿದ್ದರು. (660, 528, 776, 610)
headline-coorg-cricket: ಕೂರ್ಗ್ ಕ್ರಿಕೆಟ್ : ವೆಸ್ಟರ್ನ್ ಘಾಟ್ ವಾರಿಯರ್ಸ್ ತಂಡಕ್ಕೆ ಗೆಲುವು (178, 300, 446, 315)
headline-box-bus-driver (14, 716, 290, 760)
headline-ponnanna-line2: ನೀಡಿದ ಅಂಬೇಡ್ಕರ್ : ಪೊನ್ನಣ್ಣ (574, 117, 793, 142)
headline-kesthur-jayanthi: ಕೆಸ್ತೂರಿನಲ್ಲಿ ಅದ್ದೂರಿ ಅಂಬೇಡ್ಕರ್ ಜಯಂತಿ ಆಚರಣೆ (660, 1091, 834, 1103)
column-divider (531, 79, 532, 709)
photo-beguru-jayanthi (14, 1278, 290, 1388)
body-ark-col3: ಕೊಳ್ಳೇಗಾಲ,ಏ.14-ಸಂವಿಧಾನ ಬದ್ಧ ಮೀಸಲಾತಿಯನ್ನು ಸಮರ್ಪಕವಾಗಿ ಜಾರಿಗೊಳಿಸುವಲ್ಲಿ ಸರ್ಕಾರಗಳು ನಿರಾಸಕ್ತಿ ತೋರುತ್ತಿವೆ ಎಂದು ಶಾಸಕ ಎ.ಆರ್.ಕೃಷ್ಣಮೂರ್ತಿ ಬೇಸರ ವ್ಯಕ್ತಪಡಿಸಿದರು. ತಾಲ್ಲೂಕು ಆಡಳಿತ ಏರ್ಪಡಿಸಿದ್ದ ಕಾರ್ಯಕ್ರಮದಲ್ಲಿ ಮಾತನಾಡಿದ ಅವರು, ಖಾಲಿ ಹುದ್ದೆಗಳ ಭರ್ತಿಯಲ್ಲಿ ವಿಳಂಬವಾಗುತ್ತಿದೆ. ಶೋಷಿತ ವರ್ಗಗಳಿಗೆ ಸಿಗಬೇಕಾದ ಸೌಲಭ್ಯಗಳು ಸರಿಯಾಗಿ ತಲುಪುತ್ತಿಲ್ಲ. ಈ ಬಗ್ಗೆ ಸದನದಲ್ಲಿ ಧ್ವನಿ ಎತ್ತುತ್ತೇನೆ ಎಂದರು. ತಹಶೀಲ್ದಾರ್, ನಗರಸಭೆ ಅಧ್ಯಕ್ಷರು ಸೇರಿದಂತೆ ಅನೇಕರು ಉಪಸ್ಥಿತರಿದ್ದರು. (540, 1110, 654, 1201)
body-ponnanna: ವಿರಾಜಪೇಟೆ,ಏ.14-ಭಾರತದ ಸಂವಿಧಾನದ ಮೂಲಕ ಸಮಾಜದ ಎಲ್ಲಾ ವರ್ಗದವರಿಗೆ ಮೂಲಭೂತ ಹಕ್ಕುಗಳನ್ನು ನೀಡಿದ ಮಹಾನ್ ಚೇತನ ಡಾ.ಬಿ.ಆರ್.ಅಂಬೇಡ್ಕರ್ ಎಂದು ಶಾಸಕ ಎ.ಎಸ್.ಪೊನ್ನಣ್ಣ ಹೇಳಿದರು. ತಾಲ್ಲೂಕು ಆಡಳಿತ ಹಮ್ಮಿಕೊಂಡಿದ್ದ ಅಂಬೇಡ್ಕರ್ ಜಯಂತಿ ಕಾರ್ಯಕ್ರಮ ಉದ್ಘಾಟಿಸಿ ಮಾತನಾಡಿದರು. (536, 154, 640, 218)
photo-kesthur-procession (660, 1110, 930, 1244)
box-rally-title: ಮೆರವಣಿಗೆ ಬರಿದಾದ ಅಡಿಕಲ ವಾಹನಗಳು (540, 882, 627, 890)
headline-waqf-protest: ವಕ್ಫ್ ಕಾಯ್ದೆ ವಿರೋಧಿಸಿ ನಾಳೆ ಬೃಹತ್ ಪ್ರತಿಭಟನೆ (14, 82, 403, 111)
print-dot-cyan (452, 1414, 459, 1421)
body-waqf-col1: ಮಡಿಕೇರಿ,ಏ.14-ಕೇಂದ್ರ ಸರ್ಕಾರದ ವಕ್ಫ್ ತಿದ್ದುಪಡಿ ಕಾಯ್ದೆಯನ್ನು ವಿರೋಧಿಸಿ ಕೊಡಗು ಜಿಲ್ಲಾ ಸುನ್ನಿ ಸಮ್ಮೇಳನ ಸಮಿತಿ ಏ.16 ಬೃಹತ್ ಪ್ರತಿಭಟನಾ ಮೆರವಣಿಗೆ ಆಯೋಜಿಸಿದೆ ಎಂದು ಸಮಿತಿಯ ಅಧ್ಯಕ್ಷ ಕೆ.ಎಂ.ಅಬ್ದುಲ್ ತಿಳಿಸಿದ್ದಾರೆ. ಸುದ್ದಿ ಗೋಷ್ಠಿಯಲ್ಲಿ ಮಾತನಾಡಿದ ಅವರು, ನಗರದ ಮಾರ್ಕೆಟ್ ರಸ್ತೆಯಿಂದ ಪ್ರತಿಭಟನಾ ಮೆರವಣಿಗೆ ಹೊರಟು ಜಿಲ್ಲಾಧಿಕಾರಿ ಕಚೇರಿ ಮುಂಭಾಗ ಸಮಾವೇಶಗೊಳ್ಳಲಿದೆ. ಜಿಲ್ಲೆಯ ಎಲ್ಲಾ ಮಸೀದಿ ಸಮಿತಿಗಳ ಪದಾಧಿಕಾರಿಗಳು ಭಾಗವಹಿಸಲಿದ್ದಾರೆ ಎಂದರು. (14, 124, 168, 188)
body-ark-col2: ಕೊಳ್ಳೇಗಾಲ,ಏ.14-ಸಂವಿಧಾನ ಬದ್ಧ ಮೀಸಲಾತಿಯನ್ನು ಸಮರ್ಪಕವಾಗಿ ಜಾರಿಗೊಳಿಸುವಲ್ಲಿ ಸರ್ಕಾರಗಳು ನಿರಾಸಕ್ತಿ ತೋರುತ್ತಿವೆ ಎಂದು ಶಾಸಕ ಎ.ಆರ್.ಕೃಷ್ಣಮೂರ್ತಿ ಬೇಸರ ವ್ಯಕ್ತಪಡಿಸಿದರು. ತಾಲ್ಲೂಕು ಆಡಳಿತ ಏರ್ಪಡಿಸಿದ್ದ ಕಾರ್ಯಕ್ರಮದಲ್ಲಿ ಮಾತನಾಡಿದ ಅವರು, ಖಾಲಿ ಹುದ್ದೆಗಳ ಭರ್ತಿಯಲ್ಲಿ ವಿಳಂಬವಾಗುತ್ತಿದೆ. ಶೋಷಿತ ವರ್ಗಗಳಿಗೆ ಸಿಗಬೇಕಾದ ಸೌಲಭ್ಯಗಳು ಸರಿಯಾಗಿ ತಲುಪುತ್ತಿಲ್ಲ. ಈ ಬಗ್ಗೆ ಸದನದಲ್ಲಿ ಧ್ವನಿ ಎತ್ತುತ್ತೇನೆ ಎಂದರು. ತಹಶೀಲ್ದಾರ್, ನಗರಸಭೆ ಅಧ್ಯಕ್ಷರು ಸೇರಿದಂತೆ ಅನೇಕರು ಉಪಸ್ಥಿತರಿದ್ದರು. (418, 1226, 534, 1308)
body-kesthur-col2: ಯಳಂದೂರು,ಏ.14-ತಾಲ್ಲೂಕಿನ ಕೆಸ್ತೂರು ಗ್ರಾಮದಲ್ಲಿ ಡಾ.ಬಿ.ಆರ್.ಅಂಬೇಡ್ಕರ್ ಅವರ 134ನೇ ಜಯಂತಿಯನ್ನು ಅದ್ದೂರಿಯಾಗಿ ಆಚರಿಸಲಾಯಿತು. ಗ್ರಾಮದ ಮುಖ್ಯ ಬೀದಿಗಳಲ್ಲಿ ಅಂಬೇಡ್ಕರ್ ಭಾವಚಿತ್ರದ ಮೆರವಣಿಗೆ ನಡೆಯಿತು. ಯುವಕರು ನೀಲಿ ಶಾಲು ಧರಿಸಿ ಸಂಭ್ರಮಿಸಿದರು. ಗ್ರಾಮ ಪಂಚಾಯಿತಿ ಅಧ್ಯಕ್ಷರು, ಸದಸ್ಯರು, ಸಂಘ ಸಂಸ್ಥೆಗಳ ಮುಖಂಡರು ಹಾಗೂ ಗ್ರಾಮಸ್ಥರು ಪಾಲ್ಗೊಂಡಿದ್ದರು. ಮಕ್ಕಳಿಗೆ ಸಿಹಿ ವಿತರಿಸಲಾಯಿತು. ಸಂಜೆ ಸಾಂಸ್ಕೃತಿಕ ಕಾರ್ಯಕ್ರಮಗಳು ನಡೆದವು. ಕಾರ್ಯಕ್ರಮದಲ್ಲಿ ಗ್ರಾಮದ ಹಿರಿಯರು, ಮಹಿಳೆಯರು ಹಾಗೂ ಯುವಕರು ಭಾಗವಹಿಸಿದ್ದರು. ಗ್ರಾಮದಲ್ಲಿ ಹಬ್ಬದ ವಾತಾವರಣ ನಿರ್ಮಾಣವಾಗಿತ್ತು. ಸರ್ಕಾರಿ ಶಾಲೆಯಲ್ಲೂ ಜಯಂತಿ ಆಚರಿಸಲಾಯಿತು. (796, 1248, 930, 1349)
photo-waqf-press-meet (174, 124, 426, 208)
body-suicide-2: ವಿರಾಜಪೇಟೆ,ಏ.14-ಮದ್ಯ ಸೇವನೆ ಬೇಡ ಎಂದು ತಂದೆ ಬುದ್ಧಿವಾದ ಹೇಳಿದ್ದಕ್ಕೆ ಮನನೊಂದ ಯುವಕ ಆತ್ಮಹತ್ಯೆಗೆ ಶರಣಾಗಿರುವ ಘಟನೆ ತಾಲ್ಲೂಕಿನ ಗ್ರಾಮವೊಂದರಲ್ಲಿ ನಡೆದಿದೆ. ಖಾಸಗಿ ಬಸ್ ಚಾಲಕನಾಗಿ ಕೆಲಸ ಮಾಡುತ್ತಿದ್ದ ಯುವಕ ಪ್ರತಿದಿನ ಮದ್ಯ ಸೇವಿಸಿ ಮನೆಗೆ ಬರುತ್ತಿದ್ದ. ಈ ಬಗ್ಗೆ ಪೋಷಕರು ಬುದ್ಧಿವಾದ ಹೇಳಿದ್ದರು. ಇದರಿಂದ ಮನನೊಂದು ಕೊಠಡಿಯಲ್ಲಿ ನೇಣು ಬಿಗಿದುಕೊಂಡಿದ್ದಾನೆ. ಪೊಲೀಸರು ಸ್ಥಳಕ್ಕೆ ಭೇಟಿ ನೀಡಿ ಪ್ರಕರಣ ದಾಖಲಿಸಿಕೊಂಡಿದ್ದಾರೆ. ಮರಣೋತ್ತರ ಪರೀಕ್ಷೆಯ ನಂತರ ಮೃತದೇಹವನ್ನು ವಾರಸುದಾರರಿಗೆ ಹಸ್ತಾಂತರಿಸಲಾಯಿತು. (766, 360, 930, 424)
divider (14, 1016, 290, 1017)
headline-son-suicide: ಕುಡಿಬೇಡ ಎಂದಿದ್ದಕ್ಕೆ ಪುತ್ರ ಆತ್ಮಹತ್ಯೆಗೆ ಶರಣು (536, 334, 930, 356)
divider (536, 496, 930, 497)
print-dot-magenta (38, 1414, 45, 1421)
